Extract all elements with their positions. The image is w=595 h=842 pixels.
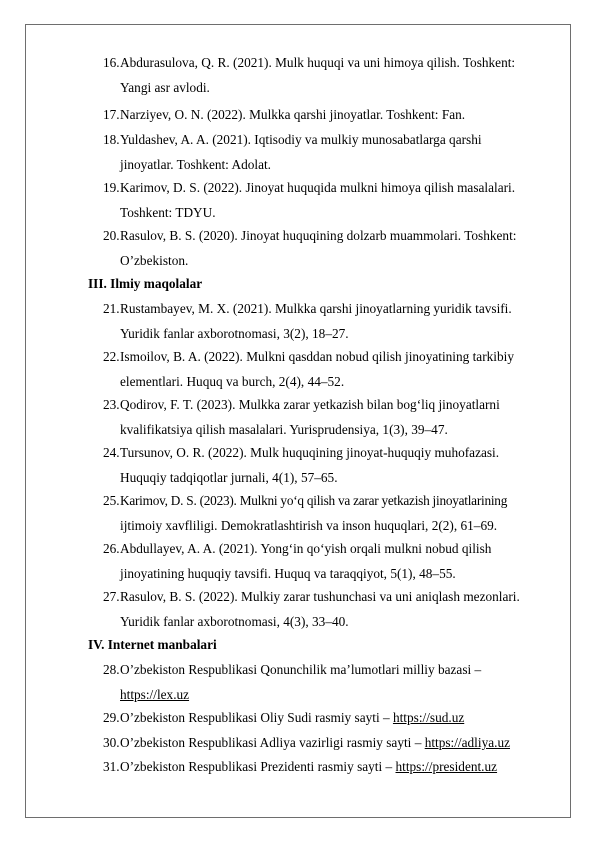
reference-text-continued: Yangi asr avlodi. <box>120 80 210 95</box>
adliya-uz-link[interactable]: https://adliya.uz <box>424 735 510 750</box>
reference-number: 22. <box>103 349 120 364</box>
reference-number: 21. <box>103 301 120 316</box>
reference-text: Yuldashev, A. A. (2021). Iqtisodiy va mulkiy munosabatlarga qarshi <box>120 132 482 147</box>
reference-text: Rasulov, B. S. (2022). Mulkiy zarar tushunchasi va uni aniqlash mezonlari. <box>120 589 520 604</box>
reference-number: 19. <box>103 180 120 195</box>
reference-number: 24. <box>103 445 120 460</box>
reference-number: 16. <box>103 55 120 70</box>
reference-text: Rasulov, B. S. (2020). Jinoyat huquqining dolzarb muammolari. Toshkent: <box>120 228 517 243</box>
reference-text-continued: Yuridik fanlar axborotnomasi, 3(2), 18–27. <box>120 326 349 341</box>
reference-text: O’zbekiston Respublikasi Qonunchilik ma’lumotlari milliy bazasi – <box>120 662 482 677</box>
reference-text: Tursunov, O. R. (2022). Mulk huquqining jinoyat-huquqiy muhofazasi. <box>120 445 500 460</box>
reference-text: Abdullayev, A. A. (2021). Yong‘in qo‘yish orqali mulkni nobud qilish <box>120 541 492 556</box>
reference-text: O’zbekiston Respublikasi Oliy Sudi rasmiy sayti – <box>120 710 390 725</box>
reference-text-continued: Toshkent: TDYU. <box>120 205 216 220</box>
reference-number: 18. <box>103 132 120 147</box>
reference-number: 31. <box>103 759 120 774</box>
reference-text: Narziyev, O. N. (2022). Mulkka qarshi jinoyatlar. Toshkent: Fan. <box>120 107 466 122</box>
reference-number: 17. <box>103 107 120 122</box>
reference-text: Qodirov, F. T. (2023). Mulkka zarar yetkazish bilan bog‘liq jinoyatlarni <box>120 397 500 412</box>
reference-text-continued: elementlari. Huquq va burch, 2(4), 44–52. <box>120 374 345 389</box>
reference-text: O’zbekiston Respublikasi Adliya vazirligi rasmiy sayti – <box>120 735 422 750</box>
reference-number: 23. <box>103 397 120 412</box>
reference-text: Karimov, D. S. (2023). Mulkni yo‘q qilish va zarar yetkazish jinoyatlarining <box>120 493 508 508</box>
reference-text: Ismoilov, B. A. (2022). Mulkni qasddan nobud qilish jinoyatining tarkibiy <box>120 349 514 364</box>
reference-text-continued: kvalifikatsiya qilish masalalari. Yurisprudensiya, 1(3), 39–47. <box>120 422 448 437</box>
reference-number: 28. <box>103 662 120 677</box>
reference-number: 26. <box>103 541 120 556</box>
sud-uz-link[interactable]: https://sud.uz <box>392 710 465 725</box>
reference-text: O’zbekiston Respublikasi Prezidenti rasmiy sayti – <box>120 759 393 774</box>
reference-text-continued: ijtimoiy xavfliligi. Demokratlashtirish va inson huquqlari, 2(2), 61–69. <box>120 518 498 533</box>
reference-number: 20. <box>103 228 120 243</box>
reference-number: 29. <box>103 710 120 725</box>
reference-number: 25. <box>103 493 120 508</box>
president-uz-link[interactable]: https://president.uz <box>395 759 498 774</box>
reference-text-continued: O’zbekiston. <box>120 253 189 268</box>
reference-number: 27. <box>103 589 120 604</box>
reference-text: Karimov, D. S. (2022). Jinoyat huquqida mulkni himoya qilish masalalari. <box>120 180 516 195</box>
reference-text-continued: Huquqiy tadqiqotlar jurnali, 4(1), 57–65. <box>120 470 338 485</box>
reference-text: Abdurasulova, Q. R. (2021). Mulk huquqi va uni himoya qilish. Toshkent: <box>120 55 516 70</box>
reference-number: 30. <box>103 735 120 750</box>
reference-text: Rustambayev, M. X. (2021). Mulkka qarshi jinoyatlarning yuridik tavsifi. <box>120 301 512 316</box>
reference-text-continued: Yuridik fanlar axborotnomasi, 4(3), 33–40. <box>120 614 349 629</box>
section-heading: IV. Internet manbalari <box>88 637 217 652</box>
lex-uz-link[interactable]: https://lex.uz <box>120 687 190 702</box>
reference-text-continued: jinoyatlar. Toshkent: Adolat. <box>120 157 271 172</box>
reference-text-continued: jinoyatining huquqiy tavsifi. Huquq va taraqqiyot, 5(1), 48–55. <box>120 566 456 581</box>
section-heading: III. Ilmiy maqolalar <box>88 276 203 291</box>
